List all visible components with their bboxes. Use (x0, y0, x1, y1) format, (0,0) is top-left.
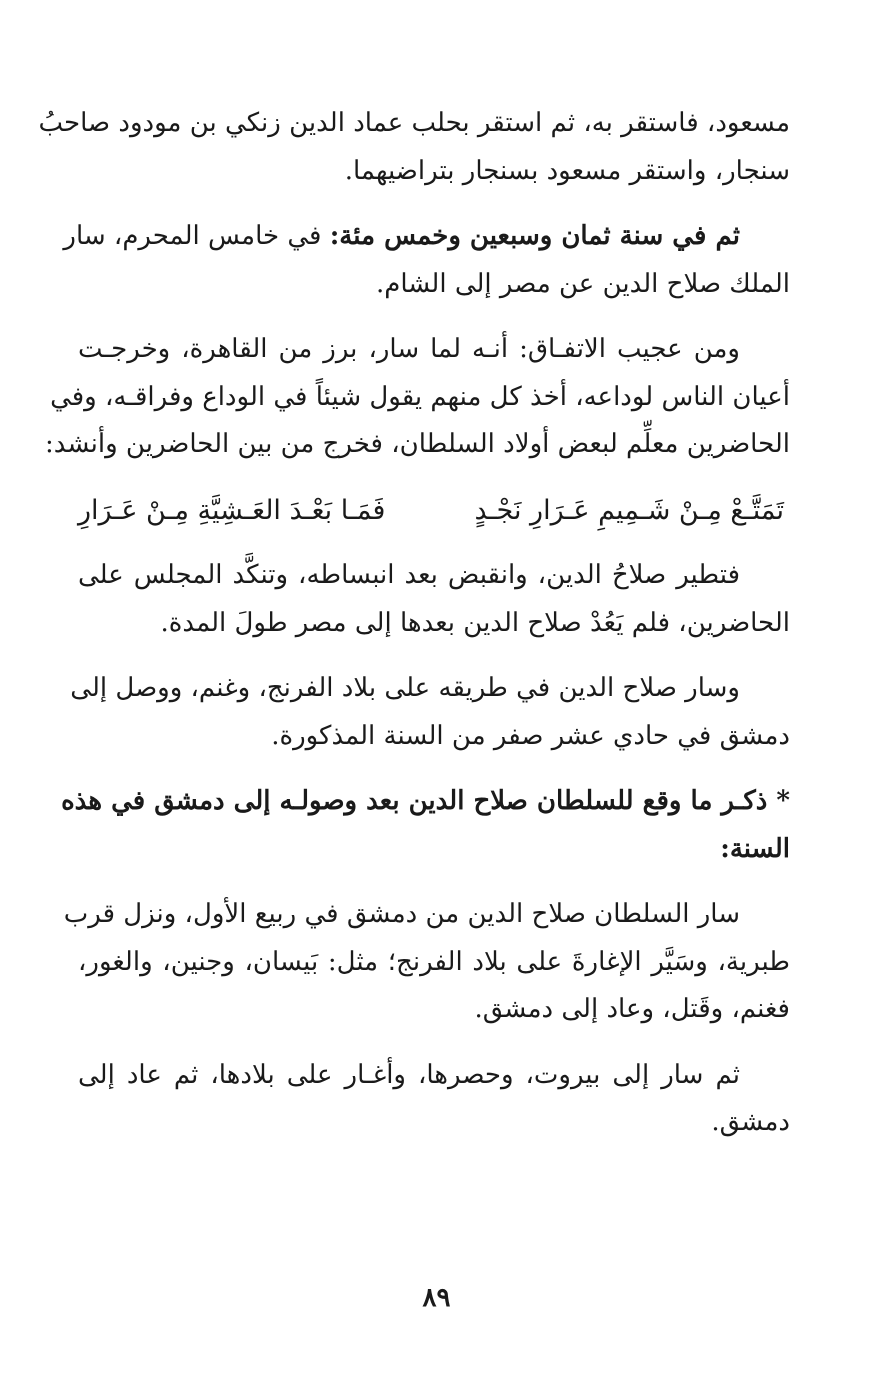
verse-second-hemistich: فَمَـا بَعْـدَ العَـشِيَّةِ مِـنْ عَـرَارِ (78, 494, 386, 526)
text-line: الملك صلاح الدين عن مصر إلى الشام. (375, 268, 790, 299)
paragraph-2 (63, 213, 790, 308)
page-body (38, 100, 790, 1165)
paragraph-4 (78, 552, 790, 647)
text-line: دمشق. (711, 1107, 790, 1137)
page-number: ٨٩ (422, 1283, 451, 1313)
year-heading: ثم في سنة ثمان وسبعين وخمس مئة: (329, 221, 740, 251)
text-line: ومن عجيب الاتفـاق: أنـه لما سار، برز من القاهرة، وخرجـت (78, 334, 740, 364)
text-line: أعيان الناس لوداعه، أخذ كل منهم يقول شيئاً في الوداع وفراقـه، وفي (50, 381, 790, 412)
section-heading (61, 778, 790, 873)
heading-line: السنة: (720, 833, 790, 864)
text-line: ثم سار إلى بيروت، وحصرها، وأغـار على بلادها، ثم عاد إلى (78, 1059, 740, 1090)
text-line: طبرية، وسَيَّر الإغارةَ على بلاد الفرنج؛ مثل: بَيسان، وجنين، والغور، (78, 946, 790, 977)
text-segment: في خامس المحرم، سار (63, 221, 330, 251)
text-line: فتطير صلاحُ الدين، وانقبض بعد انبساطه، وتنكَّد المجلس على (78, 560, 740, 590)
text-line: سار السلطان صلاح الدين من دمشق في ربيع الأول، ونزل قرب (63, 899, 740, 929)
heading-line: * ذكـر ما وقع للسلطان صلاح الدين بعد وصولـه إلى دمشق في هذه (61, 786, 790, 816)
paragraph-6 (63, 891, 790, 1034)
text-line: الحاضرين معلِّم لبعض أولاد السلطان، فخرج من بين الحاضرين وأنشد: (45, 429, 790, 459)
poem-verse (78, 487, 790, 535)
text-line: وسار صلاح الدين في طريقه على بلاد الفرنج، وغنم، ووصل إلى (70, 673, 740, 703)
text-line (63, 213, 790, 261)
text-line: فغنم، وقَتل، وعاد إلى دمشق. (474, 994, 790, 1024)
text-line: سنجار، واستقر مسعود بسنجار بتراضيهما. (344, 155, 790, 186)
verse-first-hemistich: تَمَتَّـعْ مِـنْ شَـمِيمِ عَـرَارِ نَجْـدٍ (474, 494, 784, 526)
paragraph-1 (38, 100, 790, 195)
paragraph-3 (45, 326, 790, 469)
paragraph-5 (70, 665, 790, 760)
text-line: دمشق في حادي عشر صفر من السنة المذكورة. (271, 720, 790, 751)
paragraph-7 (78, 1052, 790, 1147)
text-line: مسعود، فاستقر به، ثم استقر بحلب عماد الدين زنكي بن مودود صاحبُ (38, 108, 790, 138)
text-line: الحاضرين، فلم يَعُدْ صلاح الدين بعدها إلى مصر طولَ المدة. (160, 607, 790, 638)
